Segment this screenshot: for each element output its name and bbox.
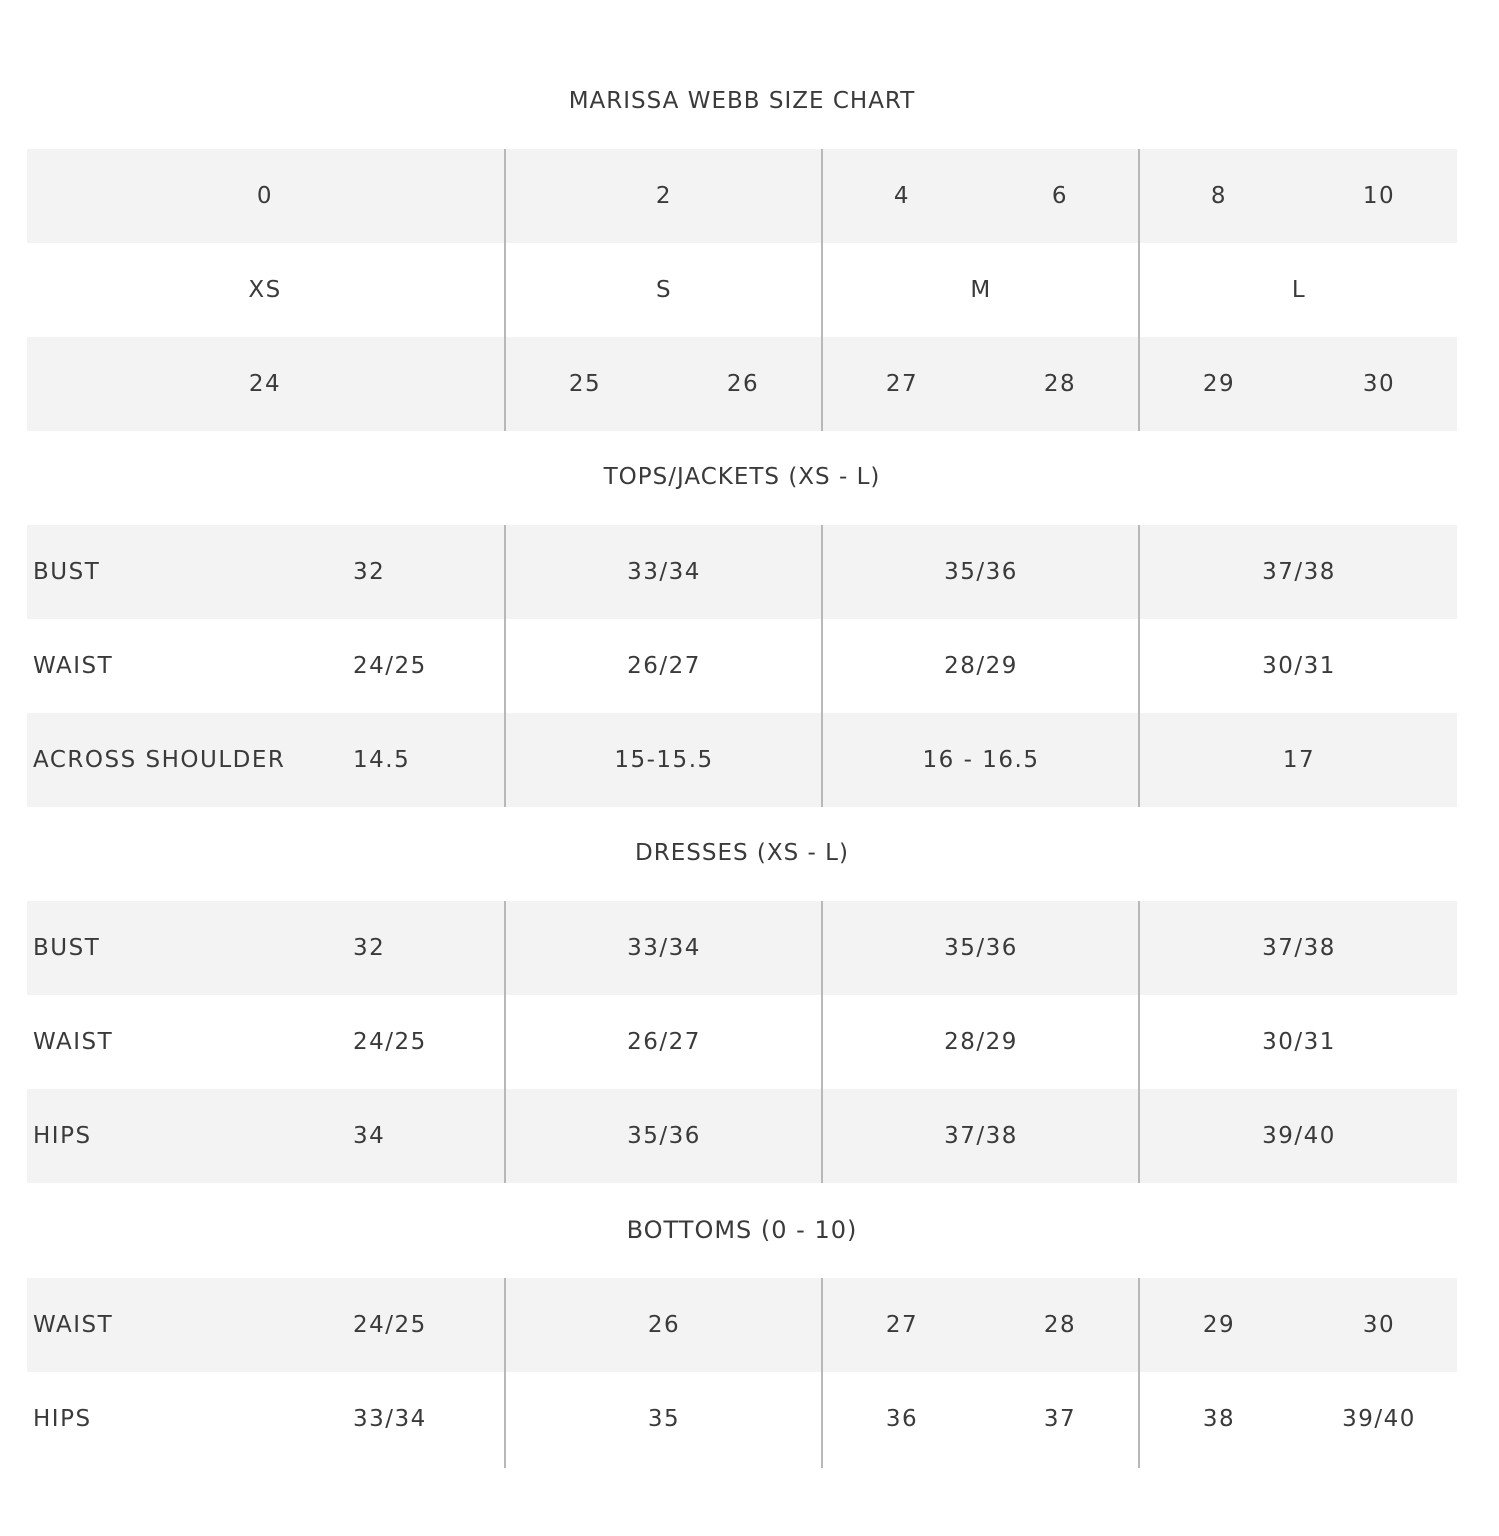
measurement-value: 35/36 — [944, 559, 1018, 585]
column-divider — [821, 1278, 823, 1468]
measurement-value: 33/34 — [627, 935, 701, 961]
size-cell: 27 — [885, 371, 919, 397]
size-cell: 29 — [1202, 371, 1236, 397]
table-row — [27, 995, 1457, 1089]
column-divider — [504, 901, 506, 1183]
measurement-label: WAIST — [33, 1312, 114, 1338]
column-divider — [1138, 525, 1140, 807]
size-cell: 25 — [568, 371, 602, 397]
bottoms-heading: BOTTOMS (0 - 10) — [626, 1216, 858, 1244]
table-row — [27, 901, 1457, 995]
measurement-value: 39/40 — [1342, 1406, 1416, 1432]
table-row — [27, 1089, 1457, 1183]
measurement-value: 27 — [885, 1312, 919, 1338]
measurement-label: ACROSS SHOULDER — [33, 747, 286, 773]
measurement-value: 39/40 — [1262, 1123, 1336, 1149]
size-cell: 6 — [1051, 183, 1069, 209]
measurement-value: 35/36 — [627, 1123, 701, 1149]
measurement-label: BUST — [33, 559, 101, 585]
tops-heading: TOPS/JACKETS (XS - L) — [603, 464, 881, 490]
measurement-value: 32 — [353, 935, 386, 961]
measurement-value: 35 — [647, 1406, 681, 1432]
column-divider — [504, 1278, 506, 1468]
column-divider — [504, 525, 506, 807]
table-row — [27, 713, 1457, 807]
measurement-value: 30/31 — [1262, 653, 1336, 679]
column-divider — [1138, 149, 1140, 431]
measurement-value: 29 — [1202, 1312, 1236, 1338]
letter-size-row — [27, 243, 1457, 337]
measurement-value: 28/29 — [944, 653, 1018, 679]
column-divider — [821, 901, 823, 1183]
measurement-value: 33/34 — [627, 559, 701, 585]
column-divider — [1138, 901, 1140, 1183]
measurement-value: 33/34 — [353, 1406, 427, 1432]
measurement-value: 36 — [885, 1406, 919, 1432]
measurement-label: HIPS — [33, 1406, 92, 1432]
measurement-value: 28/29 — [944, 1029, 1018, 1055]
measurement-label: WAIST — [33, 653, 114, 679]
size-cell: 28 — [1043, 371, 1077, 397]
measurement-value: 26 — [647, 1312, 681, 1338]
measurement-value: 26/27 — [627, 1029, 701, 1055]
measurement-label: BUST — [33, 935, 101, 961]
size-cell: 26 — [726, 371, 760, 397]
table-row — [27, 1278, 1457, 1372]
waist-size-row — [27, 337, 1457, 431]
size-cell: 0 — [256, 183, 274, 209]
measurement-value: 24/25 — [353, 1029, 427, 1055]
measurement-value: 24/25 — [353, 653, 427, 679]
size-cell: 8 — [1210, 183, 1228, 209]
dresses-heading: DRESSES (XS - L) — [635, 840, 849, 866]
table-row — [27, 1372, 1457, 1466]
measurement-value: 28 — [1043, 1312, 1077, 1338]
measurement-label: HIPS — [33, 1123, 92, 1149]
measurement-value: 37/38 — [1262, 559, 1336, 585]
measurement-value: 37 — [1043, 1406, 1077, 1432]
measurement-value: 30 — [1362, 1312, 1396, 1338]
measurement-value: 14.5 — [353, 747, 411, 773]
column-divider — [821, 149, 823, 431]
measurement-value: 17 — [1282, 747, 1316, 773]
measurement-value: 30/31 — [1262, 1029, 1336, 1055]
measurement-value: 37/38 — [944, 1123, 1018, 1149]
table-row — [27, 525, 1457, 619]
table-row — [27, 619, 1457, 713]
size-cell: 24 — [248, 371, 282, 397]
size-cell: M — [970, 277, 992, 303]
measurement-value: 24/25 — [353, 1312, 427, 1338]
size-cell: 2 — [655, 183, 673, 209]
size-cell: 4 — [893, 183, 911, 209]
size-cell: XS — [248, 277, 282, 303]
column-divider — [1138, 1278, 1140, 1468]
numeric-size-row — [27, 149, 1457, 243]
measurement-value: 32 — [353, 559, 386, 585]
column-divider — [821, 525, 823, 807]
measurement-value: 26/27 — [627, 653, 701, 679]
size-cell: 30 — [1362, 371, 1396, 397]
measurement-value: 16 - 16.5 — [922, 747, 1040, 773]
measurement-label: WAIST — [33, 1029, 114, 1055]
measurement-value: 37/38 — [1262, 935, 1336, 961]
measurement-value: 34 — [353, 1123, 386, 1149]
page-title: MARISSA WEBB SIZE CHART — [568, 88, 916, 114]
column-divider — [504, 149, 506, 431]
size-cell: S — [655, 277, 673, 303]
measurement-value: 35/36 — [944, 935, 1018, 961]
measurement-value: 38 — [1202, 1406, 1236, 1432]
size-cell: L — [1291, 277, 1307, 303]
size-cell: 10 — [1362, 183, 1396, 209]
measurement-value: 15-15.5 — [614, 747, 714, 773]
